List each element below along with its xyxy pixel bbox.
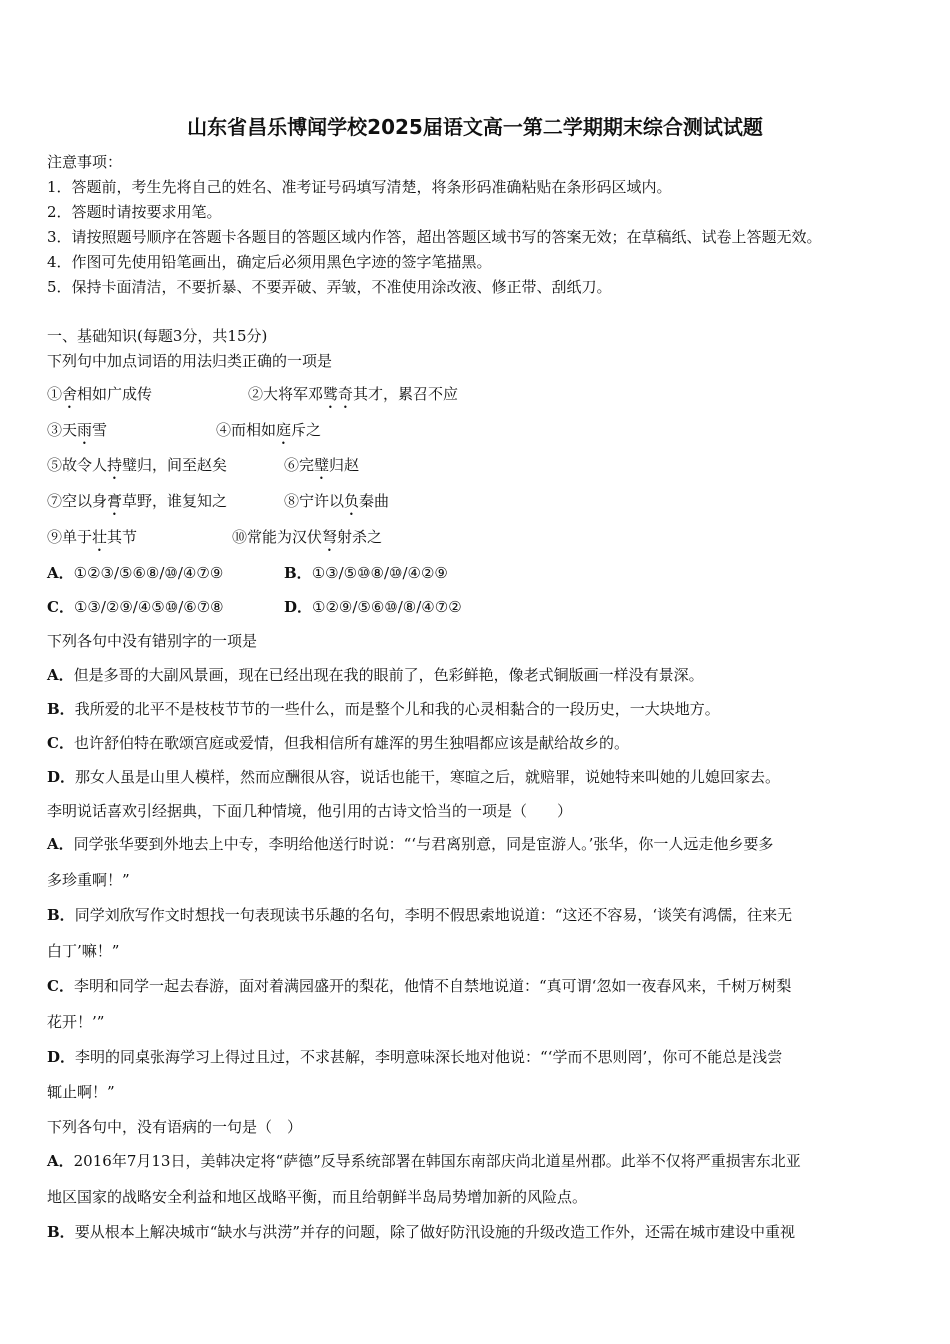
q1-item-right: ⑩常能为汉伏弩射杀之 [232,528,383,546]
q2-option-b: B．我所爱的北平不是枝枝节节的一些什么，而是整个儿和我的心灵相黏合的一段历史，一大块地方。 [47,700,720,718]
q1-item-left: ⑤故令人持璧归，间至赵矣 [47,456,228,474]
q1-item-left: ⑦空以身膏草野，谁复知之 [47,492,228,510]
q2-option-c: C．也许舒伯特在歌颂宫庭或爱情，但我相信所有雄浑的男生独唱都应该是献给故乡的。 [47,734,629,752]
q3-option-a-cont: 多珍重啊！” [47,871,130,889]
q1-item-right: ⑧宁许以负秦曲 [284,492,390,510]
q1-item-left: ③天雨雪 [47,421,108,439]
q1-option-a: A．①②③/⑤⑥⑧/⑩/④⑦⑨ [47,564,224,582]
q1-item-left: ⑨单于壮其节 [47,528,138,546]
notice-item: 4．作图可先使用铅笔画出，确定后必须用黑色字迹的签字笔描黑。 [47,253,492,271]
q3-option-b: B．同学刘欣写作文时想找一句表现读书乐趣的名句，李明不假思索地说道：“这还不容易，‘谈笑有鸿儒，往来无 [47,906,793,924]
q3-option-c-cont: 花开！’” [47,1013,105,1031]
notice-item: 1．答题前，考生先将自己的姓名、准考证号码填写清楚，将条形码准确粘贴在条形码区域内。 [47,178,672,196]
q1-option-d: D．①②⑨/⑤⑥⑩/⑧/④⑦② [284,598,462,616]
notice-item: 3．请按照题号顺序在答题卡各题目的答题区域内作答，超出答题区域书写的答案无效；在草稿纸、试卷上答题无效。 [47,228,822,246]
q1-item-right: ②大将军邓骘奇其才，累召不应 [248,385,459,403]
q3-option-a: A．同学张华要到外地去上中专，李明给他送行时说：“‘与君离别意，同是宦游人。’张华，你一人远走他乡要多 [47,835,774,853]
q1-item-left: ①舍相如广成传 [47,385,153,403]
notice-item: 2．答题时请按要求用笔。 [47,203,222,221]
q1-option-c: C．①③/②⑨/④⑤⑩/⑥⑦⑧ [47,598,224,616]
q3-option-d: D．李明的同桌张海学习上得过且过，不求甚解，李明意味深长地对他说：“‘学而不思则罔’，你可不能总是浅尝 [47,1048,783,1066]
q4-option-a: A．2016年7月13日，美韩决定将“萨德”反导系统部署在韩国东南部庆尚北道星州郡。此举不仅将严重损害东北亚 [47,1152,801,1170]
notice-heading: 注意事项： [47,153,123,171]
q3-option-c: C．李明和同学一起去春游，面对着满园盛开的梨花，他情不自禁地说道：“真可谓‘忽如一夜春风来，千树万树梨 [47,977,792,995]
question-stem: 下列各句中，没有语病的一句是（ ） [47,1118,303,1136]
q1-item-right: ④而相如庭斥之 [216,421,322,439]
question-stem: 下列各句中没有错别字的一项是 [47,632,258,650]
question-stem: 下列句中加点词语的用法归类正确的一项是 [47,352,333,370]
q1-item-right: ⑥完璧归赵 [284,456,360,474]
q2-option-a: A．但是多哥的大副风景画，现在已经出现在我的眼前了，色彩鲜艳，像老式铜版画一样没有景深。 [47,666,704,684]
q2-option-d: D．那女人虽是山里人模样，然而应酬很从容，说话也能干，寒暄之后，就赔罪，说她特来叫她的儿媳回家去。 [47,768,781,786]
notice-item: 5．保持卡面清洁，不要折暴、不要弄破、弄皱，不准使用涂改液、修正带、刮纸刀。 [47,278,612,296]
q3-option-d-cont: 辄止啊！” [47,1083,115,1101]
page-title: 山东省昌乐博闻学校2025届语文高一第二学期期末综合测试试题 [187,115,763,139]
q4-option-a-cont: 地区国家的战略安全利益和地区战略平衡，而且给朝鲜半岛局势增加新的风险点。 [47,1188,588,1206]
q3-option-b-cont: 白丁’嘛！” [47,942,120,960]
section-heading: 一、基础知识(每题3分，共15分) [47,327,268,345]
q1-option-b: B．①③/⑤⑩⑧/⑩/④②⑨ [284,564,448,582]
q4-option-b: B．要从根本上解决城市“缺水与洪涝”并存的问题，除了做好防汛设施的升级改造工作外，还需在城市建设中重视 [47,1223,796,1241]
question-stem: 李明说话喜欢引经据典，下面几种情境，他引用的古诗文恰当的一项是（ ） [47,802,573,820]
